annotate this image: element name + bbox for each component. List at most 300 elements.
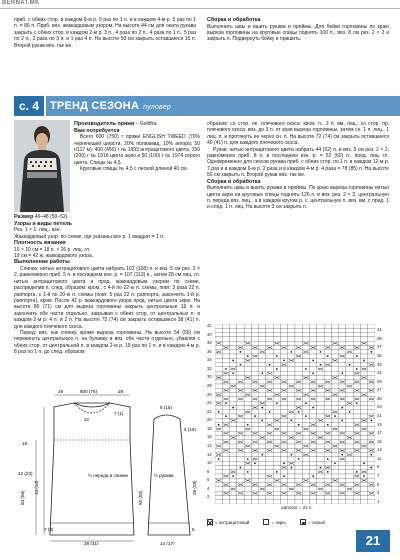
chart-cell: [339, 358, 346, 362]
chart-cell: [302, 328, 309, 332]
chart-cell: [295, 393, 302, 397]
chart-cell: [230, 350, 237, 354]
chart-cell: [288, 423, 295, 427]
chart-cell: [295, 495, 302, 499]
chart-cell: [353, 405, 360, 409]
section-heading: Плотность вязания: [14, 240, 66, 246]
chart-cell: [237, 474, 244, 478]
row-label-right: 21: [377, 413, 382, 418]
chart-cell: [310, 495, 317, 499]
chart-cell: [339, 495, 346, 499]
chart-cell: [259, 495, 266, 499]
chart-cell: [317, 341, 324, 345]
chart-cell: [302, 483, 309, 487]
row-label-right: 15: [377, 438, 382, 444]
row-label-left: 24: [207, 400, 212, 406]
chart-cell: [215, 380, 222, 384]
chart-cell: [230, 354, 237, 358]
chart-cell: [324, 474, 331, 478]
chart-cell: [346, 427, 353, 431]
chart-cell: [244, 448, 251, 452]
chart-cell: [230, 324, 237, 328]
chart-cell: [360, 384, 367, 388]
dot-stitch-mark: [363, 462, 365, 464]
row-label-left: 4: [207, 485, 210, 491]
chart-cell: [331, 440, 338, 444]
chart-cell: [331, 345, 338, 349]
chart-cell: [288, 363, 295, 367]
chart-cell: [310, 341, 317, 345]
chart-cell: [317, 423, 324, 427]
chart-cell: [251, 350, 258, 354]
chart-cell: [295, 427, 302, 431]
chart-cell: [310, 393, 317, 397]
chart-cell: [259, 375, 266, 379]
dot-stitch-mark: [356, 368, 358, 370]
chart-cell: [280, 410, 287, 414]
row-label-right: 29: [377, 378, 382, 384]
chart-cell: [237, 401, 244, 405]
chart-cell: [273, 328, 280, 332]
dim-label: 7 (1): [114, 411, 124, 416]
chart-cell: [302, 457, 309, 461]
chart-cell: [302, 388, 309, 392]
chart-cell: [222, 457, 229, 461]
chart-cell: [288, 440, 295, 444]
chart-cell: [251, 371, 258, 375]
chart-cell: [280, 367, 287, 371]
chart-cell: [346, 465, 353, 469]
chart-cell: [230, 393, 237, 397]
chart-cell: [251, 358, 258, 362]
chart-cell: [251, 333, 258, 337]
chart-cell: [368, 461, 375, 465]
chart-cell: [302, 435, 309, 439]
chart-cell: [339, 337, 346, 341]
chart-cell: [331, 397, 338, 401]
chart-cell: [324, 461, 331, 465]
dot-stitch-mark: [261, 407, 263, 409]
paragraph: Выполнить швы и вшить рукава в проймы. Для бейки горловины по краю выреза горловины на круговые спицы поднять 100 п., вяз. 8 см рез. 2 × 2 и закрыть п. Подвернуть бейку и пришить.: [207, 23, 389, 43]
chart-cell: [368, 470, 375, 474]
chart-cell: [215, 495, 222, 499]
chart-cell: [302, 448, 309, 452]
dot-stitch-mark: [276, 368, 278, 370]
chart-cell: [215, 358, 222, 362]
chart-cell: [230, 337, 237, 341]
row-label-right: 17: [377, 430, 382, 436]
chart-cell: [310, 465, 317, 469]
dot-swatch-icon: [300, 519, 306, 525]
chart-cell: [331, 500, 338, 504]
chart-cell: [368, 495, 375, 499]
chart-cell: [215, 388, 222, 392]
row-label-right: 1: [377, 498, 380, 504]
dot-stitch-mark: [349, 411, 351, 413]
chart-cell: [368, 457, 375, 461]
dot-stitch-mark: [232, 407, 234, 409]
chart-cell: [360, 324, 367, 328]
chart-cell: [368, 333, 375, 337]
row-label-left: 40: [207, 331, 212, 337]
chart-cell: [280, 341, 287, 345]
row-label-left: 10: [207, 460, 212, 466]
chart-cell: [331, 491, 338, 495]
chart-cell: [331, 328, 338, 332]
chart-cell: [346, 448, 353, 452]
dot-stitch-mark: [240, 467, 242, 469]
continued-text-right: [207, 17, 389, 43]
chart-cell: [237, 358, 244, 362]
chart-cell: [273, 414, 280, 418]
legend-item: = антрацитовый: [207, 519, 249, 525]
body-outline: [50, 403, 134, 535]
chart-cell: [317, 483, 324, 487]
chart-cell: [237, 453, 244, 457]
chart-cell: [251, 324, 258, 328]
chart-cell: [222, 444, 229, 448]
chart-cell: [259, 423, 266, 427]
chart-cell: [230, 333, 237, 337]
chart-cell: [222, 453, 229, 457]
chart-cell: [368, 384, 375, 388]
chart-cell: [360, 495, 367, 499]
chart-cell: [339, 328, 346, 332]
chart-cell: [266, 328, 273, 332]
chart-cell: [310, 478, 317, 482]
row-label-right: 41: [377, 327, 382, 333]
chart-cell: [324, 435, 331, 439]
chart-cell: [346, 431, 353, 435]
chart-cell: [310, 418, 317, 422]
chart-cell: [280, 435, 287, 439]
chart-cell: [331, 324, 338, 328]
chart-legend: [207, 517, 389, 527]
dot-stitch-mark: [320, 351, 322, 353]
dot-stitch-mark: [247, 471, 249, 473]
chart-cell: [244, 401, 251, 405]
chart-cell: [295, 500, 302, 504]
chart-cell: [368, 324, 375, 328]
chart-cell: [339, 367, 346, 371]
chart-cell: [273, 388, 280, 392]
chart-cell: [317, 427, 324, 431]
chart-cell: [331, 350, 338, 354]
dot-stitch-mark: [225, 402, 227, 404]
dot-stitch-mark: [363, 360, 365, 362]
row-label-left: 6: [207, 477, 210, 483]
chart-cell: [215, 371, 222, 375]
model-photo: [14, 120, 70, 212]
chart-cell: [273, 461, 280, 465]
dot-stitch-mark: [327, 424, 329, 426]
chart-cell: [288, 337, 295, 341]
chart-cell: [288, 367, 295, 371]
chart-cell: [346, 491, 353, 495]
chart-cell: [222, 341, 229, 345]
chart-cell: [222, 337, 229, 341]
chart-cell: [237, 354, 244, 358]
chart-cell: [237, 495, 244, 499]
chart-cell: [251, 435, 258, 439]
chart-cell: [266, 401, 273, 405]
chart-cell: [244, 345, 251, 349]
chart-cell: [339, 384, 346, 388]
chart-cell: [295, 333, 302, 337]
chart-cell: [280, 333, 287, 337]
chart-cell: [215, 345, 222, 349]
chart-cell: [353, 457, 360, 461]
chart-cell: [317, 375, 324, 379]
chart-cell: [273, 380, 280, 384]
dim-label: 5: [192, 527, 195, 532]
chart-cell: [353, 414, 360, 418]
chart-cell: [310, 384, 317, 388]
chart-cell: [360, 363, 367, 367]
chart-cell: [222, 470, 229, 474]
dim-label: 5 (15): [160, 405, 173, 410]
chart-cell: [353, 500, 360, 504]
chart-cell: [346, 478, 353, 482]
chart-cell: [237, 337, 244, 341]
chart-cell: [346, 397, 353, 401]
chart-cell: [251, 465, 258, 469]
chart-cell: [288, 444, 295, 448]
dot-stitch-mark: [240, 364, 242, 366]
paragraph: Перед: вяз. как спинку, кроме выреза горловины. На высоте 54 (56) см перекинуть центральную п. на булавку и вяз. обе части отдельно, убавляя с обеих стор. от центральной п. в каждом 2-м р. 19 раз по 1 п. и в каждом 4-м р. 8 раз по 1 п. до след. образом:: [14, 330, 200, 356]
chart-cell: [288, 333, 295, 337]
chart-cell: [237, 427, 244, 431]
chart-cell: [280, 478, 287, 482]
dot-stitch-mark: [341, 372, 343, 374]
chart-cell: [302, 358, 309, 362]
chart-cell: [317, 440, 324, 444]
chart-cell: [259, 500, 266, 504]
row-label-right: 37: [377, 344, 382, 350]
chart-cell: [310, 350, 317, 354]
chart-cell: [331, 363, 338, 367]
chart-cell: [259, 328, 266, 332]
chart-cell: [237, 405, 244, 409]
chart-cell: [215, 397, 222, 401]
chart-cell: [317, 405, 324, 409]
chart-cell: [237, 500, 244, 504]
chart-cell: [310, 461, 317, 465]
chart-cell: [302, 405, 309, 409]
chart-cell: [368, 341, 375, 345]
chart-cell: [324, 487, 331, 491]
chart-cell: [360, 457, 367, 461]
chart-cell: [259, 393, 266, 397]
chart-cell: [353, 444, 360, 448]
chart-cell: [222, 324, 229, 328]
instructions-right: [207, 121, 389, 211]
chart-cell: [302, 495, 309, 499]
paragraph: Жаккардовый узор: по схеме, где указаны все р. 1 квадрат = 1 п.: [14, 233, 165, 240]
chart-cell: [230, 341, 237, 345]
chart-cell: [280, 500, 287, 504]
dim-label: 29 (31): [84, 541, 99, 545]
chart-cell: [222, 478, 229, 482]
chart-cell: [324, 367, 331, 371]
dot-stitch-mark: [254, 415, 256, 417]
row-label-right: 7: [377, 473, 380, 478]
chart-cell: [346, 457, 353, 461]
row-label-left: 30: [207, 374, 212, 380]
chart-cell: [346, 474, 353, 478]
chart-cell: [244, 363, 251, 367]
chart-cell: [346, 483, 353, 487]
chart-cell: [324, 324, 331, 328]
chart-cell: [259, 431, 266, 435]
chart-cell: [360, 328, 367, 332]
chart-cell: [317, 410, 324, 414]
dot-stitch-mark: [298, 411, 300, 413]
chart-cell: [273, 453, 280, 457]
chart-cell: [288, 457, 295, 461]
chart-cell: [259, 448, 266, 452]
chart-cell: [215, 363, 222, 367]
chart-cell: [244, 397, 251, 401]
chart-cell: [230, 453, 237, 457]
chart-cell: [360, 414, 367, 418]
chart-cell: [368, 337, 375, 341]
chart-cell: [237, 487, 244, 491]
dim-label: 29: [58, 389, 64, 394]
chart-cell: [353, 384, 360, 388]
chart-cell: [295, 461, 302, 465]
row-label-right: 5: [377, 481, 380, 487]
chart-cell: [222, 500, 229, 504]
chart-cell: [280, 470, 287, 474]
chart-cell: [266, 418, 273, 422]
dim-label: 84 (56): [20, 490, 25, 505]
chart-cell: [360, 423, 367, 427]
chart-cell: [317, 358, 324, 362]
row-label-left: 2: [207, 494, 210, 500]
chart-cell: [302, 423, 309, 427]
chart-cell: [266, 405, 273, 409]
chart-cell: [310, 414, 317, 418]
chart-cell: [288, 491, 295, 495]
chart-cell: [230, 465, 237, 469]
chart-cell: [244, 350, 251, 354]
chart-cell: [266, 457, 273, 461]
chart-cell: [295, 487, 302, 491]
dot-stitch-mark: [290, 351, 292, 353]
chart-cell: [353, 410, 360, 414]
chart-cell: [244, 491, 251, 495]
chart-cell: [295, 384, 302, 388]
chart-cell: [360, 405, 367, 409]
dim-label: 22 (23): [18, 471, 33, 476]
legend-item: = экрю: [263, 519, 285, 525]
chart-cell: [215, 448, 222, 452]
chart-cell: [259, 388, 266, 392]
chart-cell: [215, 414, 222, 418]
piece-label: ½ рукава: [154, 473, 174, 478]
chart-cell: [222, 461, 229, 465]
chart-cell: [360, 435, 367, 439]
chart-cell: [266, 333, 273, 337]
repeat-label: раппорт = 22 п.: [281, 505, 313, 510]
chart-cell: [353, 350, 360, 354]
chart-cell: [353, 465, 360, 469]
chart-cell: [346, 461, 353, 465]
paragraph: Спинка: нитью антрацитового цвета набрать 102 (108) п. и вяз. 5 см рез. 2 × 2, равномерно приб. 5 п. в последнем изн. р. = 107 (113) п., затем 28 см лиц. гл. нитью антрацитового цвета и прод. жаккардовым узором по схеме, распределив п. след. образом: кром., с 4-й по 22-ю п. схемы, повт. 3 раза 22 п. раппорта, с 1-й по 20-ю п. схемы (повт. 5 раз 22 п. раппорта, закончить 1-й р. раппорта), кром. После 42 р. жаккардового узора прод. нитью цвета экрю. На высоте 80 (71) см для выреза горловины закрыть центральные 19 п. и закончить обе части отдельно, закрывая с обеих стор. от центральных п. в каждом 2-м р. 4 п. и 2 п. На высоте 72 (74) см закрыть оставшиеся 38 (41) п. для каждого плечевого скоса.: [14, 266, 200, 330]
chart-cell: [244, 414, 251, 418]
front-neckline: [74, 403, 110, 413]
dot-stitch-mark: [305, 415, 307, 417]
chart-cell: [368, 401, 375, 405]
row-label-right: 31: [377, 370, 382, 376]
chart-cell: [273, 345, 280, 349]
dim-label: 22: [84, 417, 90, 422]
chart-cell: [215, 328, 222, 332]
chart-cell: [295, 470, 302, 474]
chart-cell: [324, 405, 331, 409]
chart-cell: [259, 444, 266, 448]
chart-cell: [317, 495, 324, 499]
chart-cell: [266, 350, 273, 354]
chart-cell: [339, 444, 346, 448]
chart-cell: [346, 495, 353, 499]
dim-label: 28 (28): [192, 480, 197, 495]
chart-cell: [280, 350, 287, 354]
dot-stitch-mark: [334, 462, 336, 464]
chart-cell: [317, 444, 324, 448]
chart-cell: [230, 410, 237, 414]
chart-cell: [317, 380, 324, 384]
dot-stitch-mark: [341, 420, 343, 422]
chart-cell: [368, 435, 375, 439]
chart-cell: [353, 358, 360, 362]
chart-cell: [346, 375, 353, 379]
chart-cell: [280, 405, 287, 409]
chart-cell: [360, 401, 367, 405]
chart-cell: [266, 367, 273, 371]
chart-cell: [324, 371, 331, 375]
chart-cell: [222, 427, 229, 431]
paragraph: Всего 600 (750) г пряжи ENGLISH TWEED (70% чернеющей шерсти, 20% полиамид, 10% ангора; 50 г/117 м): 400 (450) г № 1993 антрацитового цвета, 150 (200) г № 1916 цвета экрю и 50 (100) г № 1974 серого цвета. Спицы № 4,5.: [74, 134, 200, 166]
chart-cell: [368, 393, 375, 397]
chart-cell: [295, 367, 302, 371]
chart-cell: [237, 393, 244, 397]
chart-cell: [339, 470, 346, 474]
chart-cell: [288, 393, 295, 397]
chart-cell: [251, 375, 258, 379]
chart-cell: [244, 384, 251, 388]
chart-cell: [302, 363, 309, 367]
page-number: 21: [356, 530, 390, 552]
chart-cell: [302, 487, 309, 491]
chart-cell: [266, 470, 273, 474]
chart-cell: [346, 423, 353, 427]
materials-heading: Вам потребуется: [74, 127, 120, 134]
dot-stitch-mark: [327, 355, 329, 357]
chart-cell: [346, 470, 353, 474]
chart-cell: [266, 324, 273, 328]
chart-cell: [273, 363, 280, 367]
chart-cell: [222, 418, 229, 422]
chart-cell: [244, 453, 251, 457]
chart-cell: [230, 414, 237, 418]
chart-cell: [295, 324, 302, 328]
chart-cell: [280, 418, 287, 422]
row-label-left: 16: [207, 434, 212, 440]
row-label-left: 12: [207, 451, 212, 457]
chart-cell: [353, 461, 360, 465]
